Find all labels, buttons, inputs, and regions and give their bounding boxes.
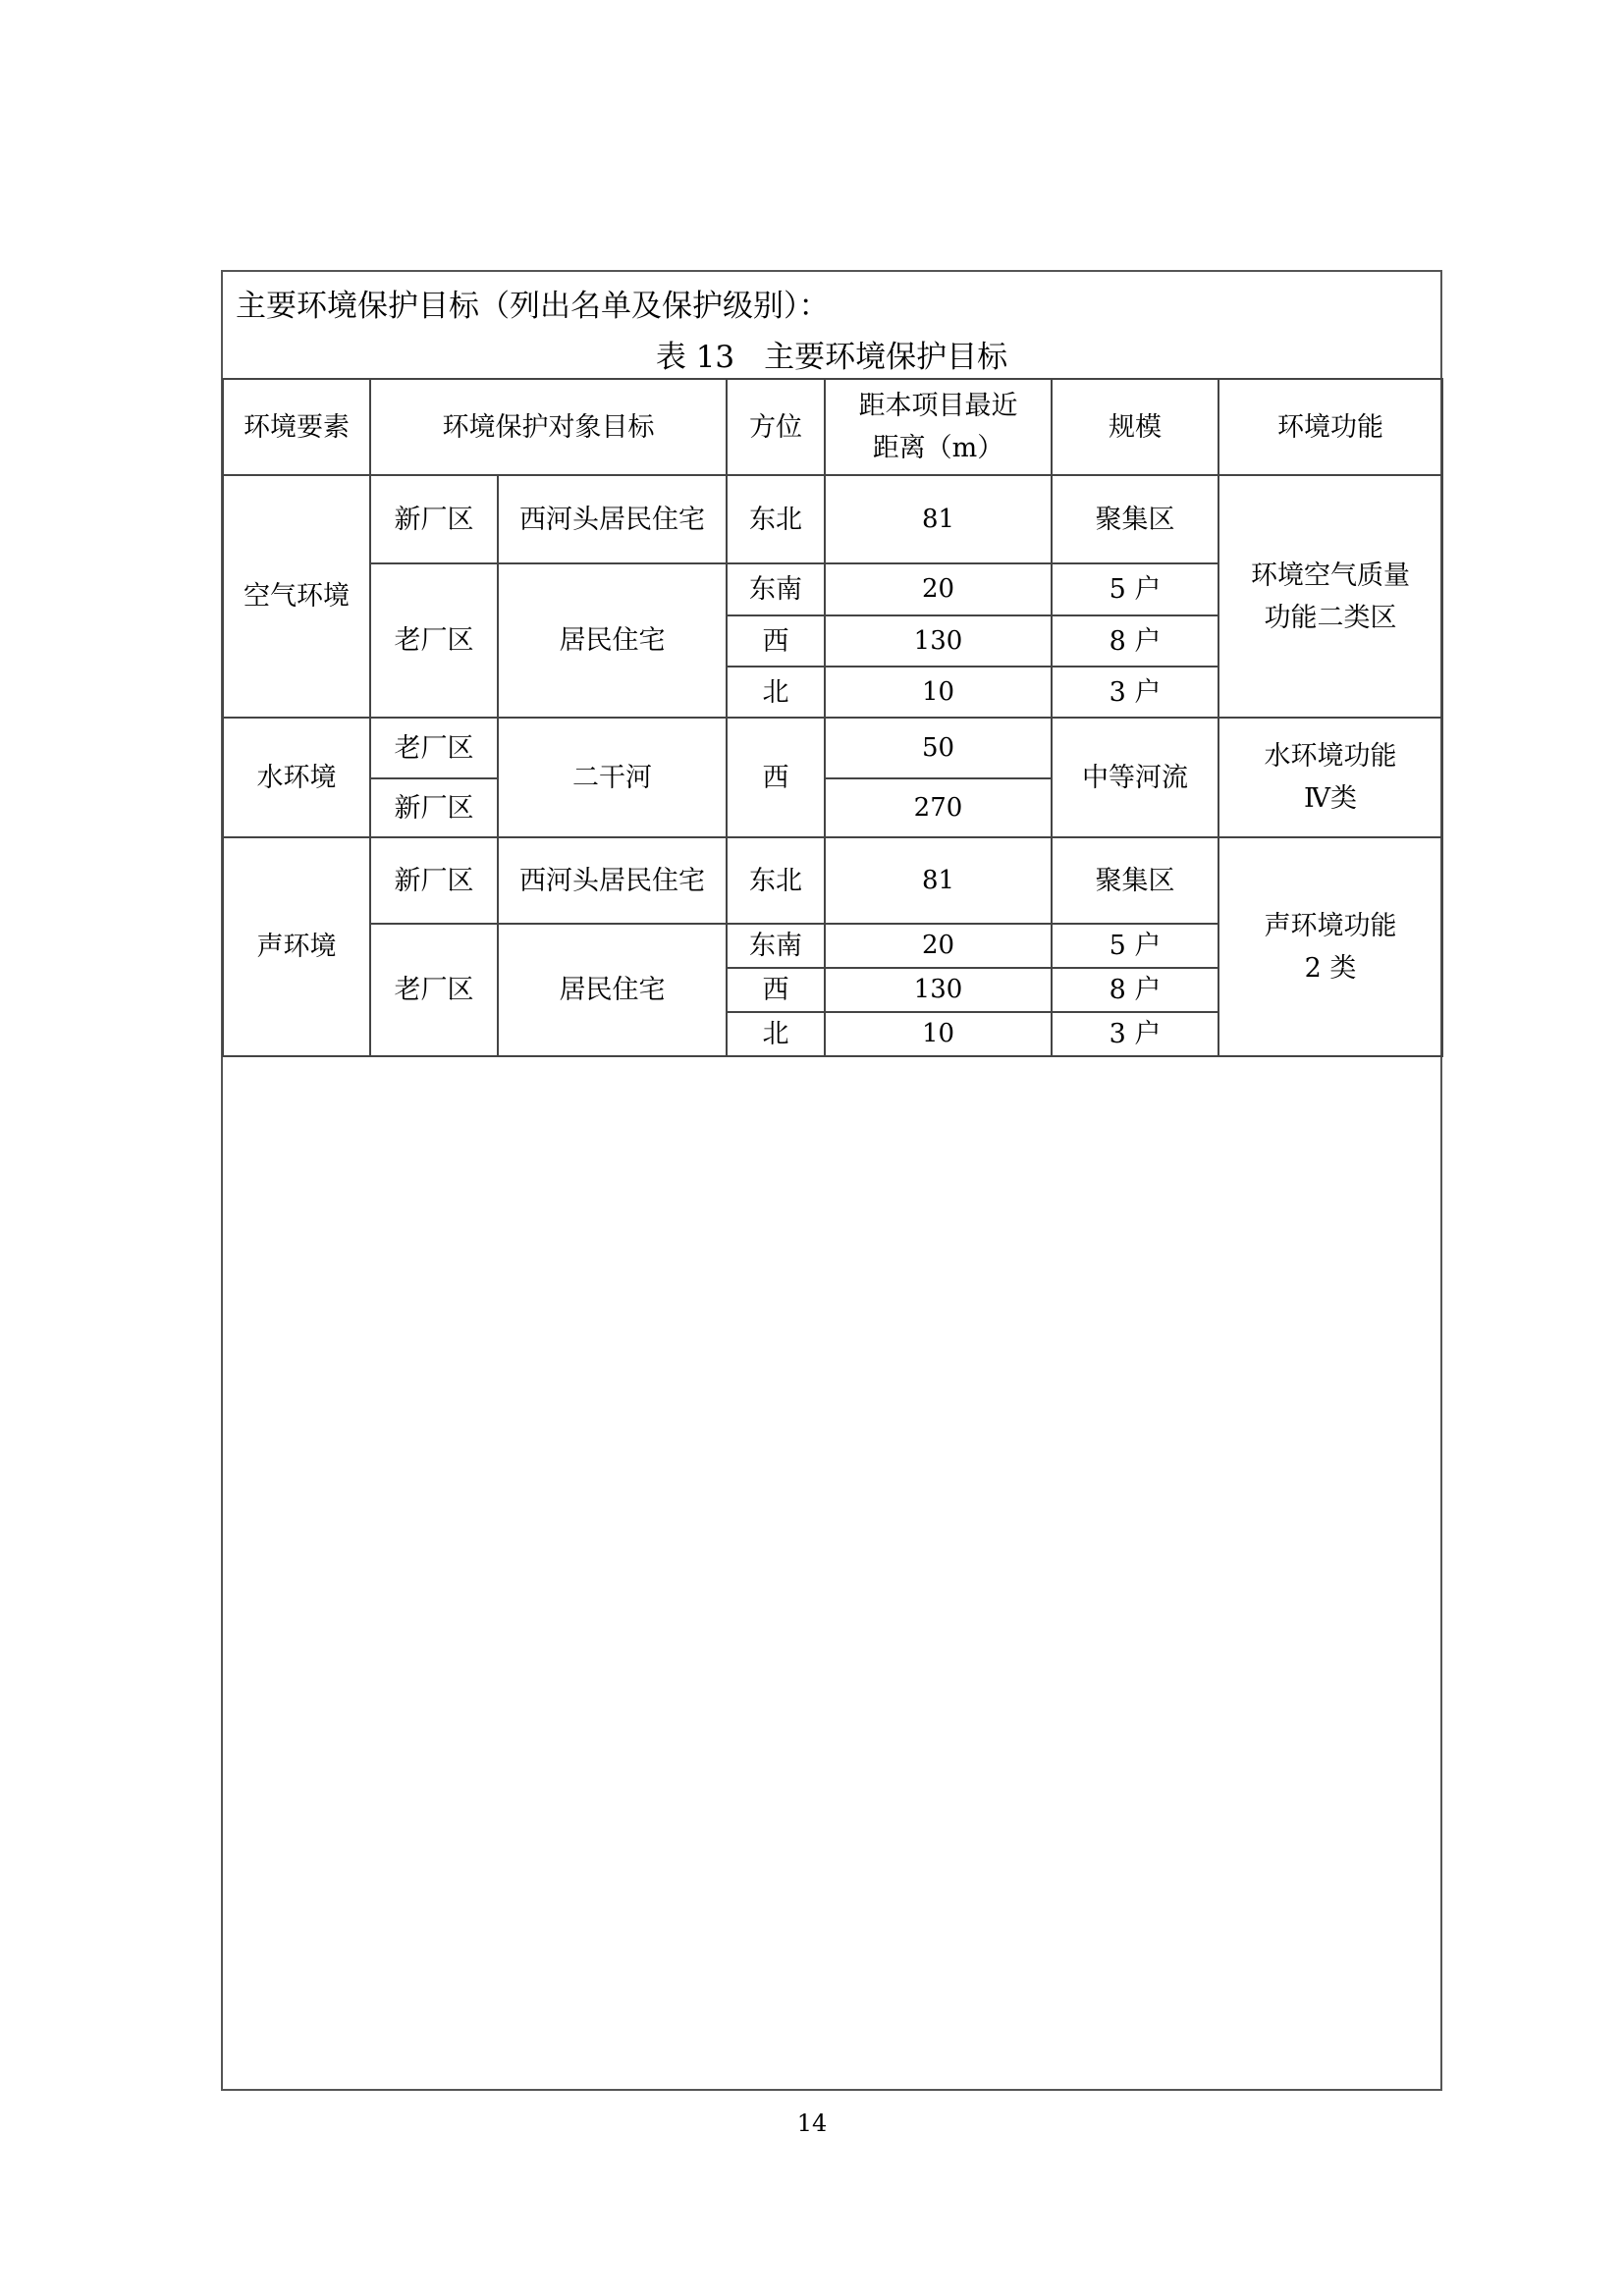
sound-row-distance: 130 bbox=[825, 968, 1052, 1012]
water-label: 水环境 bbox=[223, 718, 370, 837]
sound-old-target: 居民住宅 bbox=[498, 924, 727, 1056]
header-scale: 规模 bbox=[1052, 379, 1218, 475]
air-new-distance: 81 bbox=[825, 475, 1052, 563]
water-function-line1: 水环境功能 bbox=[1264, 741, 1397, 772]
sound-row-scale: 3 户 bbox=[1052, 1012, 1218, 1056]
sound-new-distance: 81 bbox=[825, 837, 1052, 924]
air-new-scale: 聚集区 bbox=[1052, 475, 1218, 563]
air-new-direction: 东北 bbox=[727, 475, 825, 563]
water-distance-new: 270 bbox=[825, 778, 1052, 837]
table-row bbox=[223, 475, 1442, 563]
header-element: 环境要素 bbox=[223, 379, 370, 475]
header-target: 环境保护对象目标 bbox=[370, 379, 727, 475]
water-distance-old: 50 bbox=[825, 718, 1052, 778]
air-old-area: 老厂区 bbox=[370, 563, 498, 718]
sound-row-direction: 北 bbox=[727, 1012, 825, 1056]
sound-new-area: 新厂区 bbox=[370, 837, 498, 924]
air-row-scale: 3 户 bbox=[1052, 667, 1218, 718]
sound-new-scale: 聚集区 bbox=[1052, 837, 1218, 924]
table-caption bbox=[223, 338, 1440, 377]
sound-label: 声环境 bbox=[223, 837, 370, 1056]
air-function-line2: 功能二类区 bbox=[1264, 602, 1397, 633]
sound-row-scale: 8 户 bbox=[1052, 968, 1218, 1012]
water-old-area: 老厂区 bbox=[370, 718, 498, 778]
water-direction: 西 bbox=[727, 718, 825, 837]
air-row-distance: 10 bbox=[825, 667, 1052, 718]
water-target: 二干河 bbox=[498, 718, 727, 837]
air-row-distance: 130 bbox=[825, 615, 1052, 667]
water-function bbox=[1218, 718, 1442, 837]
header-row bbox=[223, 379, 1442, 475]
air-row-direction: 西 bbox=[727, 615, 825, 667]
air-function-line1: 环境空气质量 bbox=[1251, 560, 1410, 591]
header-distance bbox=[825, 379, 1052, 475]
table-title: 主要环境保护目标 bbox=[764, 340, 1008, 375]
air-row-direction: 东南 bbox=[727, 563, 825, 615]
header-distance-line2: 距离（m） bbox=[872, 433, 1004, 463]
sound-row-direction: 东南 bbox=[727, 924, 825, 968]
air-new-target: 西河头居民住宅 bbox=[498, 475, 727, 563]
section-heading: 主要环境保护目标（列出名单及保护级别）： bbox=[236, 289, 830, 324]
air-row-distance: 20 bbox=[825, 563, 1052, 615]
page-number: 14 bbox=[796, 2109, 828, 2137]
table-row bbox=[223, 837, 1442, 924]
air-label: 空气环境 bbox=[223, 475, 370, 718]
air-function bbox=[1218, 475, 1442, 718]
sound-function-line1: 声环境功能 bbox=[1264, 910, 1397, 941]
air-new-area: 新厂区 bbox=[370, 475, 498, 563]
air-old-target: 居民住宅 bbox=[498, 563, 727, 718]
sound-function bbox=[1218, 837, 1442, 1056]
air-row-scale: 5 户 bbox=[1052, 563, 1218, 615]
sound-row-distance: 10 bbox=[825, 1012, 1052, 1056]
sound-row-direction: 西 bbox=[727, 968, 825, 1012]
sound-new-direction: 东北 bbox=[727, 837, 825, 924]
header-direction: 方位 bbox=[727, 379, 825, 475]
water-new-area: 新厂区 bbox=[370, 778, 498, 837]
sound-row-scale: 5 户 bbox=[1052, 924, 1218, 968]
table-row bbox=[223, 718, 1442, 778]
sound-new-target: 西河头居民住宅 bbox=[498, 837, 727, 924]
sound-old-area: 老厂区 bbox=[370, 924, 498, 1056]
air-row-scale: 8 户 bbox=[1052, 615, 1218, 667]
sound-row-distance: 20 bbox=[825, 924, 1052, 968]
air-row-direction: 北 bbox=[727, 667, 825, 718]
header-function: 环境功能 bbox=[1218, 379, 1442, 475]
header-distance-line1: 距本项目最近 bbox=[858, 391, 1018, 421]
sound-function-line2: 2 类 bbox=[1304, 952, 1357, 984]
protection-targets-table bbox=[222, 378, 1443, 1057]
water-function-line2: Ⅳ类 bbox=[1304, 783, 1357, 814]
table-number: 表 13 bbox=[655, 340, 735, 375]
water-scale: 中等河流 bbox=[1052, 718, 1218, 837]
